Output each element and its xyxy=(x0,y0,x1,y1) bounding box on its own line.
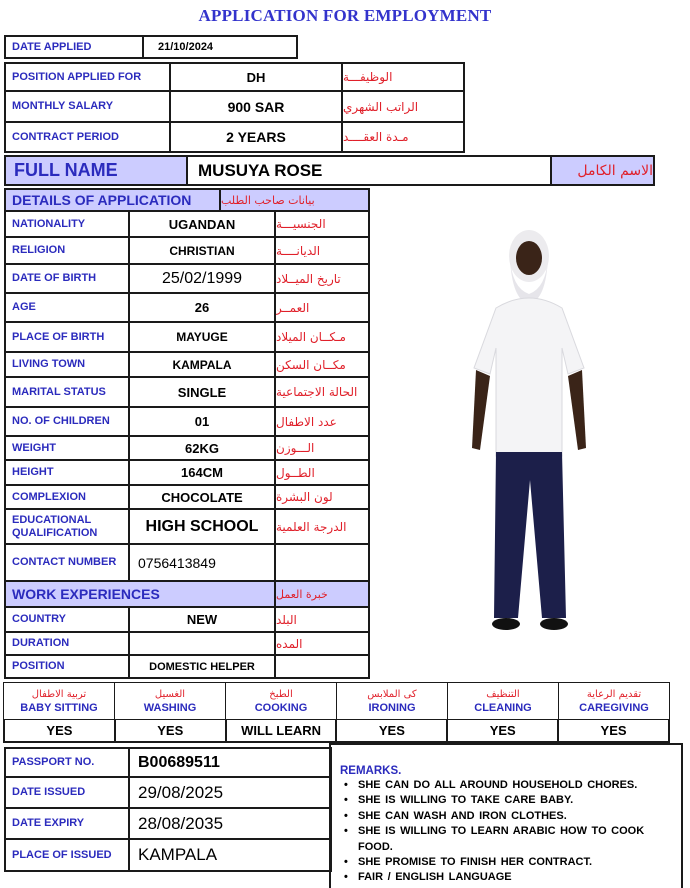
remark-item: • SHE CAN WASH AND IRON CLOTHES. xyxy=(340,809,681,824)
detail-value: HIGH SCHOOL xyxy=(130,510,276,543)
contract-value: 2 YEARS xyxy=(171,123,343,151)
applicant-photo xyxy=(450,218,600,638)
skill-english: BABY SITTING xyxy=(20,701,98,714)
detail-row-age xyxy=(4,294,370,323)
work-header-label: WORK EXPERIENCES xyxy=(6,582,276,606)
skills-header-row xyxy=(3,682,670,720)
detail-row-children xyxy=(4,408,370,437)
detail-arabic: مكــان السكن xyxy=(276,357,346,372)
skill-english: CAREGIVING xyxy=(579,701,649,714)
detail-label: EDUCATIONAL QUALIFICATION xyxy=(6,510,130,543)
detail-label: NO. OF CHILDREN xyxy=(6,408,130,435)
detail-label: LIVING TOWN xyxy=(6,353,130,376)
skill-arabic: الطبخ xyxy=(269,688,293,700)
skill-value: YES xyxy=(448,720,559,741)
remark-item: • SHE CAN DO ALL AROUND HOUSEHOLD CHORES. xyxy=(340,778,681,793)
remark-item: • SHE IS WILLING TO LEARN ARABIC HOW TO COOK FOOD. xyxy=(340,824,681,855)
skill-value: YES xyxy=(116,720,227,741)
full-name-value: MUSUYA ROSE xyxy=(188,157,552,184)
skills-value-row xyxy=(3,720,670,743)
skill-arabic: تربية الاطفال xyxy=(31,688,87,700)
skill-value: YES xyxy=(5,720,116,741)
detail-row-contact xyxy=(4,545,370,582)
detail-label: COMPLEXION xyxy=(6,486,130,508)
passport-label: DATE ISSUED xyxy=(6,778,130,807)
work-label: POSITION xyxy=(6,656,130,677)
date-applied-row xyxy=(4,35,298,59)
detail-row-dob xyxy=(4,265,370,294)
work-row-position xyxy=(4,656,370,679)
detail-arabic: تاريخ الميــلاد xyxy=(276,271,341,286)
skill-header-caregiving xyxy=(559,683,669,719)
skill-header-washing xyxy=(115,683,226,719)
detail-value: UGANDAN xyxy=(130,212,276,236)
details-header-arabic: بيانات صاحب الطلب xyxy=(221,190,368,210)
skill-arabic: الغسيل xyxy=(154,688,186,700)
remark-item: • SHE PROMISE TO FINISH HER CONTRACT. xyxy=(340,855,681,870)
passport-row-place xyxy=(4,840,332,872)
date-applied-value: 21/10/2024 xyxy=(158,41,214,53)
detail-row-education xyxy=(4,510,370,545)
work-row-country xyxy=(4,608,370,633)
detail-arabic: الطــول xyxy=(276,465,315,480)
detail-arabic xyxy=(276,545,368,580)
contract-row xyxy=(4,123,465,153)
remarks-list xyxy=(340,778,681,886)
work-header-arabic: خبرة العمل xyxy=(276,582,368,606)
full-name-row xyxy=(4,155,655,186)
passport-label: PLACE OF ISSUED xyxy=(6,840,130,870)
detail-arabic: الدرجة العلمية xyxy=(276,519,347,534)
remarks-title: REMARKS. xyxy=(340,765,402,777)
remark-item: • FAIR / ENGLISH LANGUAGE xyxy=(340,870,681,885)
detail-value: 01 xyxy=(130,408,276,435)
detail-value: 26 xyxy=(130,294,276,321)
detail-row-height xyxy=(4,461,370,486)
passport-row-number xyxy=(4,747,332,778)
skill-arabic: كى الملابس xyxy=(367,688,417,700)
detail-value: 25/02/1999 xyxy=(130,265,276,292)
details-header xyxy=(4,188,370,212)
contract-label: CONTRACT PERIOD xyxy=(6,123,171,151)
salary-row xyxy=(4,92,465,123)
skill-header-cleaning xyxy=(448,683,559,719)
work-arabic xyxy=(276,656,368,677)
detail-arabic: الـــوزن xyxy=(276,441,315,455)
full-name-label: FULL NAME xyxy=(6,157,188,184)
passport-value: KAMPALA xyxy=(138,845,218,864)
detail-value: SINGLE xyxy=(130,378,276,406)
position-row xyxy=(4,62,465,92)
skill-value: WILL LEARN xyxy=(227,720,338,741)
detail-label: NATIONALITY xyxy=(6,212,130,236)
detail-value: MAYUGE xyxy=(130,323,276,351)
passport-label: DATE EXPIRY xyxy=(6,809,130,838)
work-value: NEW xyxy=(130,608,276,631)
work-value xyxy=(130,633,276,654)
detail-label: CONTACT NUMBER xyxy=(6,545,130,580)
detail-row-place-of-birth xyxy=(4,323,370,353)
detail-label: MARITAL STATUS xyxy=(6,378,130,406)
passport-value: B00689511 xyxy=(138,753,220,771)
details-header-label: DETAILS OF APPLICATION xyxy=(6,190,221,210)
passport-label: PASSPORT NO. xyxy=(6,749,130,776)
detail-label: WEIGHT xyxy=(6,437,130,459)
date-applied-label: DATE APPLIED xyxy=(6,37,144,57)
full-name-arabic-label: الاسم الكامل xyxy=(552,157,653,184)
skill-arabic: تقديم الرعاية xyxy=(586,688,642,700)
detail-value: 0756413849 xyxy=(130,545,276,580)
detail-row-weight xyxy=(4,437,370,461)
position-arabic-label: الوظيفـــة xyxy=(343,70,393,84)
detail-row-nationality xyxy=(4,212,370,238)
detail-value: CHRISTIAN xyxy=(130,238,276,263)
work-arabic: البلد xyxy=(276,612,297,627)
salary-value: 900 SAR xyxy=(171,92,343,121)
passport-row-issued xyxy=(4,778,332,809)
skill-english: COOKING xyxy=(254,701,308,714)
work-label: COUNTRY xyxy=(6,608,130,631)
detail-arabic: لون البشرة xyxy=(276,490,333,504)
passport-value: 29/08/2025 xyxy=(138,782,224,802)
work-label: DURATION xyxy=(6,633,130,654)
skill-value: YES xyxy=(600,723,627,738)
salary-arabic-label: الراتب الشهري xyxy=(343,99,419,114)
detail-value: 62KG xyxy=(130,437,276,459)
detail-row-religion xyxy=(4,238,370,265)
skill-header-ironing xyxy=(337,683,448,719)
passport-row-expiry xyxy=(4,809,332,840)
page-title: APPLICATION FOR EMPLOYMENT xyxy=(198,6,492,25)
skill-english: IRONING xyxy=(368,701,416,714)
work-row-duration xyxy=(4,633,370,656)
skill-english: WASHING xyxy=(143,701,197,714)
detail-value: CHOCOLATE xyxy=(130,486,276,508)
detail-arabic: مـكــان الميلاد xyxy=(276,330,346,344)
detail-arabic: الحالة الاجتماعية xyxy=(276,385,358,399)
detail-arabic: عدد الاطفال xyxy=(276,414,337,429)
skill-header-baby-sitting xyxy=(4,683,115,719)
passport-value: 28/08/2035 xyxy=(138,813,224,833)
work-value: DOMESTIC HELPER xyxy=(130,656,276,677)
detail-row-marital-status xyxy=(4,378,370,408)
position-label: POSITION APPLIED FOR xyxy=(6,64,171,90)
detail-arabic: العمــر xyxy=(276,300,310,315)
remark-item: • SHE IS WILLING TO TAKE CARE BABY. xyxy=(340,793,681,808)
detail-value: KAMPALA xyxy=(130,353,276,376)
work-arabic: المده xyxy=(276,636,303,651)
detail-label: PLACE OF BIRTH xyxy=(6,323,130,351)
detail-value: 164CM xyxy=(130,461,276,484)
position-value: DH xyxy=(171,64,343,90)
skill-value: YES xyxy=(337,720,448,741)
detail-label: RELIGION xyxy=(6,238,130,263)
detail-label: DATE OF BIRTH xyxy=(6,265,130,292)
skill-arabic: التنظيف xyxy=(486,688,520,700)
detail-label: AGE xyxy=(6,294,130,321)
remarks-box xyxy=(329,743,683,888)
skills-table xyxy=(3,682,670,743)
detail-arabic: الديانــــة xyxy=(276,243,321,258)
contract-arabic-label: مـدة العقــــد xyxy=(343,130,409,144)
detail-arabic: الجنسيـــة xyxy=(276,217,326,231)
detail-row-living-town xyxy=(4,353,370,378)
salary-label: MONTHLY SALARY xyxy=(6,92,171,121)
work-header xyxy=(4,582,370,608)
detail-row-complexion xyxy=(4,486,370,510)
skill-header-cooking xyxy=(226,683,337,719)
skill-english: CLEANING xyxy=(474,701,532,714)
detail-label: HEIGHT xyxy=(6,461,130,484)
